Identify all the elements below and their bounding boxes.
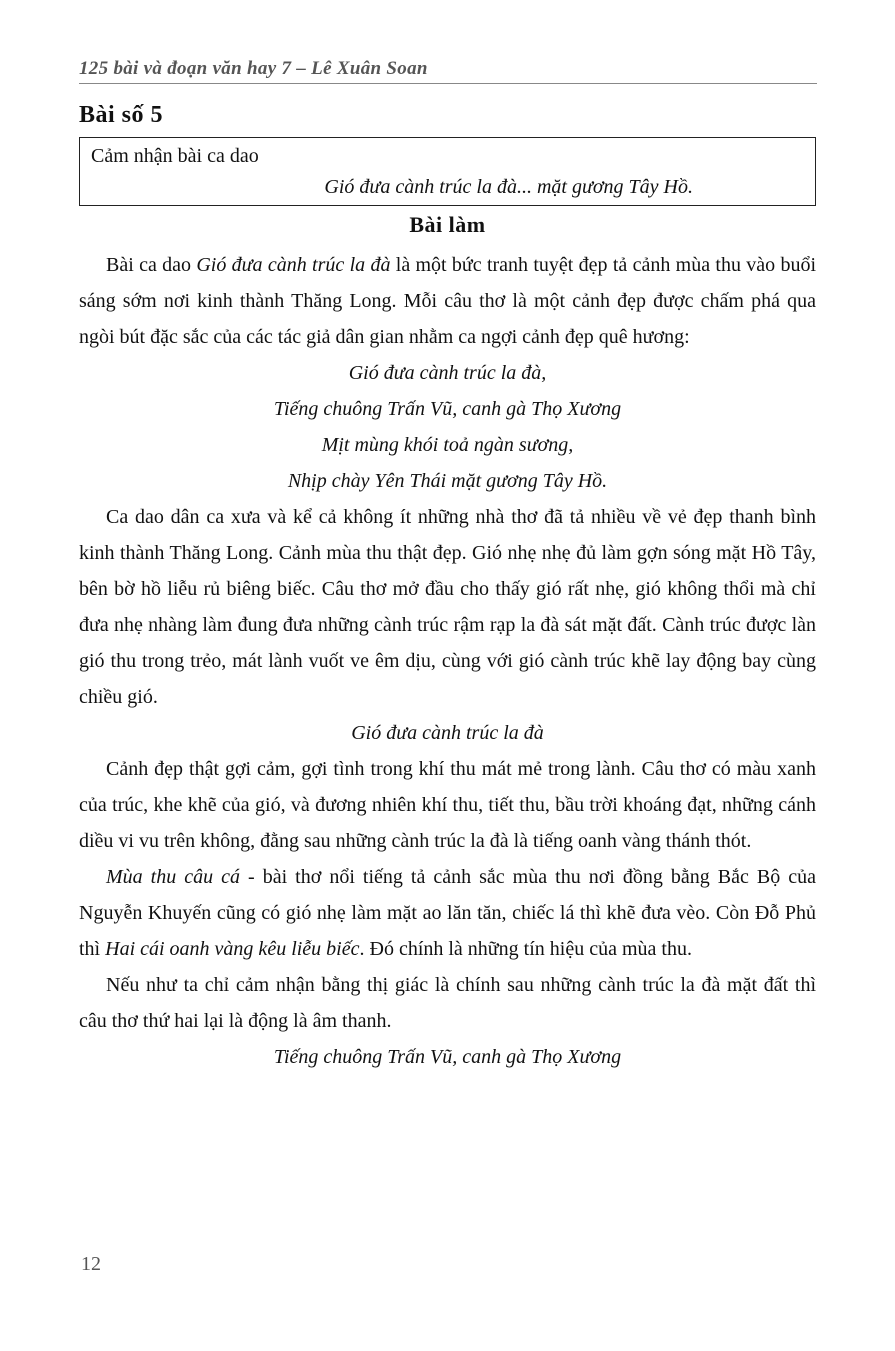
prompt-poem-title: Gió đưa cành trúc la đà... mặt gương Tây Hồ. <box>324 176 693 198</box>
poem-line: Gió đưa cành trúc la đà, <box>348 362 547 384</box>
quote-inline: Hai cái oanh vàng kêu liễu biếc <box>105 938 360 960</box>
running-header: 125 bài và đoạn văn hay 7 – Lê Xuân Soan <box>79 58 428 79</box>
lesson-title: Bài số 5 <box>79 102 164 128</box>
paragraph-text: . Đó chính là những tín hiệu của mùa thu. <box>359 938 692 960</box>
poem-title-inline: Mùa thu câu cá <box>106 866 241 888</box>
poem-line: Tiếng chuông Trấn Vũ, canh gà Thọ Xương <box>273 398 622 420</box>
prompt-box <box>79 137 816 206</box>
answer-heading: Bài làm <box>409 212 486 237</box>
essay-body <box>79 247 816 1075</box>
quoted-verse <box>79 715 816 751</box>
poem-title-inline: Gió đưa cành trúc la đà <box>196 254 391 276</box>
quoted-verse <box>79 1039 816 1075</box>
poem-line: Gió đưa cành trúc la đà <box>351 722 544 744</box>
header-divider <box>79 83 817 84</box>
paragraph-comparison <box>79 859 816 967</box>
paragraph-feeling: Cảnh đẹp thật gợi cảm, gợi tình trong khí thu mát mẻ trong lành. Câu thơ có màu xanh của trúc, khe khẽ của gió, và đương nhiên khí thu, tiết thu, bầu trời khoáng đạt, những cánh diều vi vu trên không, đằng sau những cành trúc la đà là tiếng oanh vàng thánh thót. <box>79 758 816 852</box>
paragraph-scenery: Ca dao dân ca xưa và kể cả không ít những nhà thơ đã tả nhiều về vẻ đẹp thanh bình kinh thành Thăng Long. Cảnh mùa thu thật đẹp. Gió nhẹ nhẹ đủ làm gợn sóng mặt Hồ Tây, bên bờ hồ liễu rủ biêng biếc. Câu thơ mở đầu cho thấy gió rất nhẹ, gió không thổi mà chỉ đưa nhẹ nhàng làm đung đưa những cành trúc rậm rạp la đà sát mặt đất. Cành trúc được làn gió thu trong trẻo, mát lành vuốt ve êm dịu, cùng với gió cành trúc khẽ lay động bay cùng chiều gió. <box>79 506 816 708</box>
paragraph-text: là một bức tranh tuyệt đẹp tả cảnh mùa thu vào buổi sáng sớm nơi kinh thành Thăng Long. Mỗi câu thơ là một cảnh đẹp được chấm phá qua ngòi bút đặc sắc của các tác giả dân gian nhằm ca ngợi cảnh đẹp quê hương: <box>79 254 817 348</box>
prompt-text: Cảm nhận bài ca dao <box>91 145 259 167</box>
poem-line: Nhịp chày Yên Thái mặt gương Tây Hồ. <box>287 470 608 492</box>
poem-line: Tiếng chuông Trấn Vũ, canh gà Thọ Xương <box>273 1046 622 1068</box>
paragraph-text: - bài thơ nổi tiếng tả cảnh sắc mùa thu nơi đồng bằng Bắc Bộ của Nguyễn Khuyến cũng có gió nhẹ làm mặt ao lăn tăn, chiếc lá thì khẽ đưa vèo. Còn Đỗ Phủ thì <box>79 866 816 960</box>
paragraph-intro <box>79 247 816 355</box>
page-number: 12 <box>81 1253 101 1275</box>
paragraph-sound: Nếu như ta chỉ cảm nhận bằng thị giác là chính sau những cành trúc la đà mặt đất thì câu thơ thứ hai lại là động là âm thanh. <box>79 974 816 1032</box>
poem-line: Mịt mùng khói toả ngàn sương, <box>321 434 574 456</box>
paragraph-text: Bài ca dao <box>106 254 197 276</box>
poem-stanza <box>79 355 816 499</box>
